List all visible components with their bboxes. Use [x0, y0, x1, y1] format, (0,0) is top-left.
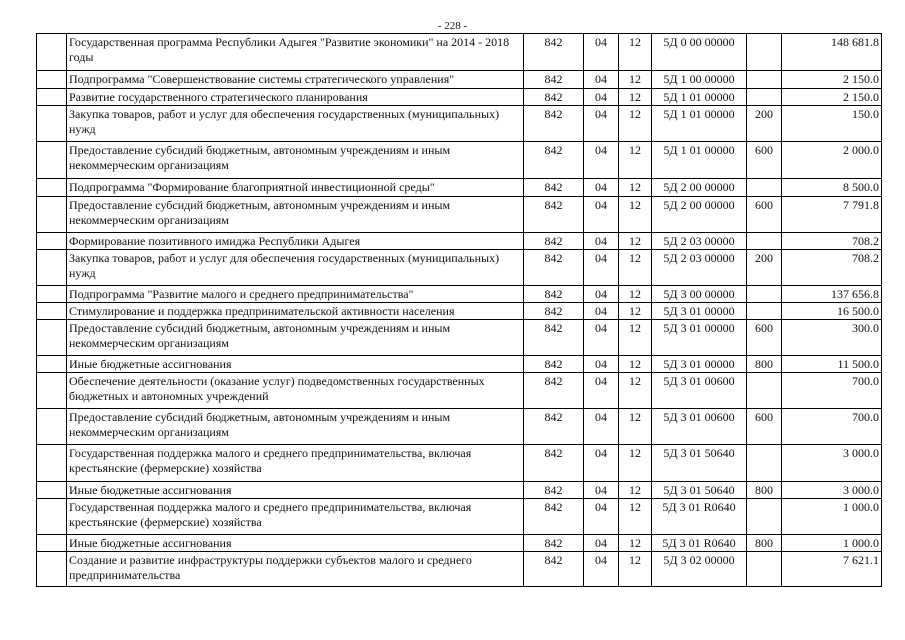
target-article-cell: 5Д 3 01 00600 — [652, 373, 747, 409]
department-code-cell: 842 — [524, 71, 584, 89]
item-name-cell: Предоставление субсидий бюджетным, автономным учреждениям и иным некоммерческим организациям — [67, 409, 524, 445]
section-code-cell: 04 — [584, 250, 619, 286]
row-number-cell — [37, 179, 67, 197]
subsection-code-cell: 12 — [619, 34, 652, 71]
expense-type-cell: 600 — [747, 197, 782, 233]
item-name-cell: Подпрограмма "Развитие малого и среднего предпринимательства" — [67, 286, 524, 303]
table-row — [37, 106, 882, 142]
subsection-code-cell: 12 — [619, 233, 652, 250]
item-name-cell: Подпрограмма "Совершенствование системы стратегического управления" — [67, 71, 524, 89]
section-code-cell: 04 — [584, 106, 619, 142]
table-row — [37, 89, 882, 106]
subsection-code-cell: 12 — [619, 356, 652, 373]
section-code-cell: 04 — [584, 233, 619, 250]
budget-table — [36, 33, 882, 587]
department-code-cell: 842 — [524, 320, 584, 356]
department-code-cell: 842 — [524, 535, 584, 552]
section-code-cell: 04 — [584, 320, 619, 356]
department-code-cell: 842 — [524, 89, 584, 106]
expense-type-cell: 200 — [747, 250, 782, 286]
table-row — [37, 233, 882, 250]
target-article-cell: 5Д 1 01 00000 — [652, 106, 747, 142]
section-code-cell: 04 — [584, 303, 619, 320]
department-code-cell: 842 — [524, 499, 584, 535]
section-code-cell: 04 — [584, 179, 619, 197]
table-row — [37, 303, 882, 320]
row-number-cell — [37, 34, 67, 71]
target-article-cell: 5Д 2 03 00000 — [652, 233, 747, 250]
expense-type-cell — [747, 233, 782, 250]
department-code-cell: 842 — [524, 445, 584, 482]
item-name-cell: Обеспечение деятельности (оказание услуг) подведомственных государственных бюджетных и автономных учреждений — [67, 373, 524, 409]
item-name-cell: Государственная программа Республики Адыгея "Развитие экономики" на 2014 - 2018 годы — [67, 34, 524, 71]
row-number-cell — [37, 373, 67, 409]
amount-cell: 150.0 — [782, 106, 882, 142]
department-code-cell: 842 — [524, 303, 584, 320]
expense-type-cell: 200 — [747, 106, 782, 142]
row-number-cell — [37, 445, 67, 482]
section-code-cell: 04 — [584, 71, 619, 89]
amount-cell: 300.0 — [782, 320, 882, 356]
section-code-cell: 04 — [584, 409, 619, 445]
amount-cell: 8 500.0 — [782, 179, 882, 197]
target-article-cell: 5Д 2 03 00000 — [652, 250, 747, 286]
section-code-cell: 04 — [584, 34, 619, 71]
subsection-code-cell: 12 — [619, 535, 652, 552]
item-name-cell: Подпрограмма "Формирование благоприятной инвестиционной среды" — [67, 179, 524, 197]
amount-cell: 700.0 — [782, 373, 882, 409]
expense-type-cell — [747, 445, 782, 482]
section-code-cell: 04 — [584, 356, 619, 373]
target-article-cell: 5Д 3 01 00000 — [652, 320, 747, 356]
row-number-cell — [37, 482, 67, 499]
amount-cell: 2 150.0 — [782, 89, 882, 106]
amount-cell: 2 000.0 — [782, 142, 882, 179]
expense-type-cell — [747, 71, 782, 89]
amount-cell: 137 656.8 — [782, 286, 882, 303]
expense-type-cell: 600 — [747, 409, 782, 445]
table-row — [37, 482, 882, 499]
page-number: - 228 - — [437, 20, 468, 32]
item-name-cell: Предоставление субсидий бюджетным, автономным учреждениям и иным некоммерческим организациям — [67, 197, 524, 233]
amount-cell: 16 500.0 — [782, 303, 882, 320]
target-article-cell: 5Д 3 01 00600 — [652, 409, 747, 445]
item-name-cell: Предоставление субсидий бюджетным, автономным учреждениям и иным некоммерческим организациям — [67, 142, 524, 179]
row-number-cell — [37, 356, 67, 373]
table-row — [37, 409, 882, 445]
row-number-cell — [37, 71, 67, 89]
section-code-cell: 04 — [584, 482, 619, 499]
item-name-cell: Формирование позитивного имиджа Республики Адыгея — [67, 233, 524, 250]
row-number-cell — [37, 106, 67, 142]
section-code-cell: 04 — [584, 197, 619, 233]
item-name-cell: Закупка товаров, работ и услуг для обеспечения государственных (муниципальных) нужд — [67, 250, 524, 286]
table-row — [37, 34, 882, 71]
table-row — [37, 373, 882, 409]
table-row — [37, 499, 882, 535]
amount-cell: 148 681.8 — [782, 34, 882, 71]
subsection-code-cell: 12 — [619, 320, 652, 356]
subsection-code-cell: 12 — [619, 89, 652, 106]
amount-cell: 1 000.0 — [782, 499, 882, 535]
item-name-cell: Создание и развитие инфраструктуры поддержки субъектов малого и среднего предпринимательства — [67, 552, 524, 587]
row-number-cell — [37, 197, 67, 233]
table-row — [37, 535, 882, 552]
department-code-cell: 842 — [524, 233, 584, 250]
amount-cell: 708.2 — [782, 233, 882, 250]
expense-type-cell: 600 — [747, 320, 782, 356]
subsection-code-cell: 12 — [619, 409, 652, 445]
target-article-cell: 5Д 2 00 00000 — [652, 197, 747, 233]
table-row — [37, 71, 882, 89]
department-code-cell: 842 — [524, 142, 584, 179]
table-row — [37, 179, 882, 197]
item-name-cell: Государственная поддержка малого и среднего предпринимательства, включая крестьянские (фермерские) хозяйства — [67, 445, 524, 482]
expense-type-cell — [747, 34, 782, 71]
department-code-cell: 842 — [524, 356, 584, 373]
table-row — [37, 445, 882, 482]
subsection-code-cell: 12 — [619, 250, 652, 286]
department-code-cell: 842 — [524, 250, 584, 286]
expense-type-cell — [747, 499, 782, 535]
target-article-cell: 5Д 3 00 00000 — [652, 286, 747, 303]
subsection-code-cell: 12 — [619, 499, 652, 535]
section-code-cell: 04 — [584, 445, 619, 482]
section-code-cell: 04 — [584, 286, 619, 303]
expense-type-cell — [747, 286, 782, 303]
subsection-code-cell: 12 — [619, 197, 652, 233]
item-name-cell: Государственная поддержка малого и среднего предпринимательства, включая крестьянские (фермерские) хозяйства — [67, 499, 524, 535]
item-name-cell: Иные бюджетные ассигнования — [67, 482, 524, 499]
department-code-cell: 842 — [524, 106, 584, 142]
target-article-cell: 5Д 3 01 50640 — [652, 482, 747, 499]
row-number-cell — [37, 233, 67, 250]
amount-cell: 700.0 — [782, 409, 882, 445]
table-row — [37, 286, 882, 303]
amount-cell: 3 000.0 — [782, 445, 882, 482]
amount-cell: 7 791.8 — [782, 197, 882, 233]
section-code-cell: 04 — [584, 535, 619, 552]
amount-cell: 3 000.0 — [782, 482, 882, 499]
row-number-cell — [37, 303, 67, 320]
department-code-cell: 842 — [524, 552, 584, 587]
subsection-code-cell: 12 — [619, 286, 652, 303]
target-article-cell: 5Д 0 00 00000 — [652, 34, 747, 71]
expense-type-cell — [747, 179, 782, 197]
expense-type-cell: 800 — [747, 356, 782, 373]
table-row — [37, 197, 882, 233]
table-row — [37, 250, 882, 286]
row-number-cell — [37, 499, 67, 535]
section-code-cell: 04 — [584, 142, 619, 179]
expense-type-cell: 800 — [747, 535, 782, 552]
target-article-cell: 5Д 3 01 R0640 — [652, 499, 747, 535]
subsection-code-cell: 12 — [619, 373, 652, 409]
item-name-cell: Иные бюджетные ассигнования — [67, 356, 524, 373]
subsection-code-cell: 12 — [619, 303, 652, 320]
amount-cell: 2 150.0 — [782, 71, 882, 89]
expense-type-cell: 600 — [747, 142, 782, 179]
row-number-cell — [37, 535, 67, 552]
table-row — [37, 356, 882, 373]
amount-cell: 1 000.0 — [782, 535, 882, 552]
target-article-cell: 5Д 1 01 00000 — [652, 142, 747, 179]
section-code-cell: 04 — [584, 373, 619, 409]
table-row — [37, 320, 882, 356]
expense-type-cell: 800 — [747, 482, 782, 499]
expense-type-cell — [747, 373, 782, 409]
expense-type-cell — [747, 303, 782, 320]
target-article-cell: 5Д 3 01 R0640 — [652, 535, 747, 552]
row-number-cell — [37, 286, 67, 303]
table-row — [37, 142, 882, 179]
row-number-cell — [37, 320, 67, 356]
item-name-cell: Развитие государственного стратегического планирования — [67, 89, 524, 106]
department-code-cell: 842 — [524, 373, 584, 409]
item-name-cell: Предоставление субсидий бюджетным, автономным учреждениям и иным некоммерческим организациям — [67, 320, 524, 356]
department-code-cell: 842 — [524, 197, 584, 233]
subsection-code-cell: 12 — [619, 482, 652, 499]
subsection-code-cell: 12 — [619, 445, 652, 482]
table-row — [37, 552, 882, 587]
row-number-cell — [37, 409, 67, 445]
row-number-cell — [37, 89, 67, 106]
item-name-cell: Закупка товаров, работ и услуг для обеспечения государственных (муниципальных) нужд — [67, 106, 524, 142]
item-name-cell: Иные бюджетные ассигнования — [67, 535, 524, 552]
amount-cell: 11 500.0 — [782, 356, 882, 373]
target-article-cell: 5Д 3 02 00000 — [652, 552, 747, 587]
target-article-cell: 5Д 2 00 00000 — [652, 179, 747, 197]
target-article-cell: 5Д 1 00 00000 — [652, 71, 747, 89]
expense-type-cell — [747, 89, 782, 106]
subsection-code-cell: 12 — [619, 552, 652, 587]
row-number-cell — [37, 142, 67, 179]
target-article-cell: 5Д 1 01 00000 — [652, 89, 747, 106]
target-article-cell: 5Д 3 01 50640 — [652, 445, 747, 482]
amount-cell: 708.2 — [782, 250, 882, 286]
row-number-cell — [37, 552, 67, 587]
item-name-cell: Стимулирование и поддержка предпринимательской активности населения — [67, 303, 524, 320]
row-number-cell — [37, 250, 67, 286]
department-code-cell: 842 — [524, 34, 584, 71]
section-code-cell: 04 — [584, 552, 619, 587]
section-code-cell: 04 — [584, 499, 619, 535]
amount-cell: 7 621.1 — [782, 552, 882, 587]
section-code-cell: 04 — [584, 89, 619, 106]
subsection-code-cell: 12 — [619, 142, 652, 179]
subsection-code-cell: 12 — [619, 179, 652, 197]
subsection-code-cell: 12 — [619, 71, 652, 89]
expense-type-cell — [747, 552, 782, 587]
department-code-cell: 842 — [524, 409, 584, 445]
department-code-cell: 842 — [524, 482, 584, 499]
target-article-cell: 5Д 3 01 00000 — [652, 303, 747, 320]
subsection-code-cell: 12 — [619, 106, 652, 142]
target-article-cell: 5Д 3 01 00000 — [652, 356, 747, 373]
department-code-cell: 842 — [524, 286, 584, 303]
department-code-cell: 842 — [524, 179, 584, 197]
